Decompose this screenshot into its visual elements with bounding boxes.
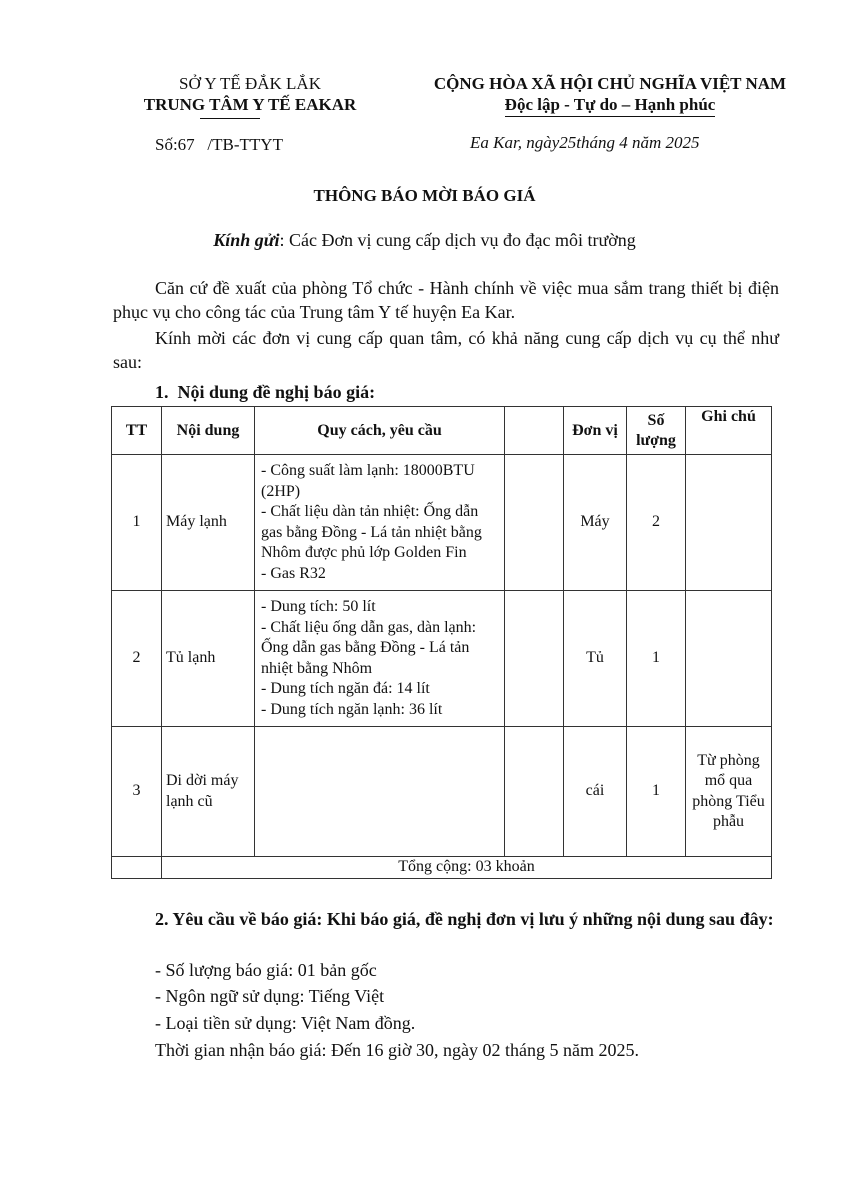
header-blank	[505, 407, 564, 455]
recipient-text: : Các Đơn vị cung cấp dịch vụ đo đạc môi trường	[279, 230, 636, 250]
row-content: Di dời máy lạnh cũ	[162, 727, 255, 857]
recipient-line	[0, 230, 849, 251]
invitation-text: Kính mời các đơn vị cung cấp quan tâm, có khả năng cung cấp dịch vụ cụ thể như sau:	[113, 328, 779, 372]
row-note	[686, 591, 772, 727]
row-unit: cái	[564, 727, 627, 857]
header-unit: Đơn vị	[564, 407, 627, 455]
row-unit: Máy	[564, 455, 627, 591]
header-qty: Số lượng	[627, 407, 686, 455]
recipient-label: Kính gửi	[213, 230, 280, 250]
invitation-paragraph	[113, 326, 779, 374]
agency-parent: SỞ Y TẾ ĐẮK LẮK	[179, 74, 321, 93]
document-number: Số:67 /TB-TTYT	[155, 135, 283, 154]
requirement-item: - Số lượng báo giá: 01 bản gốc	[155, 960, 377, 980]
section-2-title	[113, 905, 779, 933]
intro-paragraph	[113, 276, 779, 324]
table-total-row	[112, 857, 772, 879]
header-tt: TT	[112, 407, 162, 455]
agency-header	[100, 73, 400, 115]
agency-name: TRUNG TÂM Y TẾ EAKAR	[143, 95, 357, 114]
row-tt: 2	[112, 591, 162, 727]
table-row	[112, 455, 772, 591]
national-motto: Độc lập - Tự do – Hạnh phúc	[505, 94, 716, 117]
section-2-text: 2. Yêu cầu về báo giá: Khi báo giá, đề nghị đơn vị lưu ý những nội dung sau đây:	[155, 909, 774, 929]
row-spec	[255, 727, 505, 857]
quotation-table	[111, 406, 772, 879]
document-title: THÔNG BÁO MỜI BÁO GIÁ	[313, 186, 536, 205]
row-qty: 2	[627, 455, 686, 591]
section-1-title: 1. Nội dung đề nghị báo giá:	[155, 382, 376, 402]
row-unit: Tủ	[564, 591, 627, 727]
table-total: Tổng cộng: 03 khoản	[162, 857, 772, 879]
header-note: Ghi chú	[686, 407, 772, 455]
table-header-row	[112, 407, 772, 455]
requirement-item: - Ngôn ngữ sử dụng: Tiếng Việt	[155, 986, 385, 1006]
row-content: Tủ lạnh	[162, 591, 255, 727]
row-qty: 1	[627, 727, 686, 857]
table-row	[112, 591, 772, 727]
requirement-item: - Loại tiền sử dụng: Việt Nam đồng.	[155, 1013, 416, 1033]
row-spec: - Công suất làm lạnh: 18000BTU (2HP) - Chất liệu dàn tản nhiệt: Ống dẫn gas bằng Đồng - Lá tản nhiệt bằng Nhôm được phủ lớp Golden Fin - Gas R32	[255, 455, 505, 591]
place-date: Ea Kar, ngày25tháng 4 năm 2025	[470, 133, 700, 152]
national-header	[395, 73, 825, 117]
row-tt: 1	[112, 455, 162, 591]
country-name: CỘNG HÒA XÃ HỘI CHỦ NGHĨA VIỆT NAM	[433, 74, 787, 93]
deadline-text: Thời gian nhận báo giá: Đến 16 giờ 30, ngày 02 tháng 5 năm 2025.	[155, 1040, 639, 1060]
intro-text: Căn cứ đề xuất của phòng Tổ chức - Hành chính về việc mua sắm trang thiết bị điện phục vụ cho công tác của Trung tâm Y tế huyện Ea Kar.	[113, 278, 779, 322]
header-content: Nội dung	[162, 407, 255, 455]
row-note: Từ phòng mổ qua phòng Tiểu phẫu	[686, 727, 772, 857]
row-spec: - Dung tích: 50 lít - Chất liệu ống dẫn gas, dàn lạnh: Ống dẫn gas bằng Đồng - Lá tản nhiệt bằng Nhôm - Dung tích ngăn đá: 14 lít - Dung tích ngăn lạnh: 36 lít	[255, 591, 505, 727]
row-qty: 1	[627, 591, 686, 727]
header-spec: Quy cách, yêu cầu	[255, 407, 505, 455]
row-note	[686, 455, 772, 591]
table-row	[112, 727, 772, 857]
row-tt: 3	[112, 727, 162, 857]
agency-underline	[200, 118, 260, 119]
row-content: Máy lạnh	[162, 455, 255, 591]
